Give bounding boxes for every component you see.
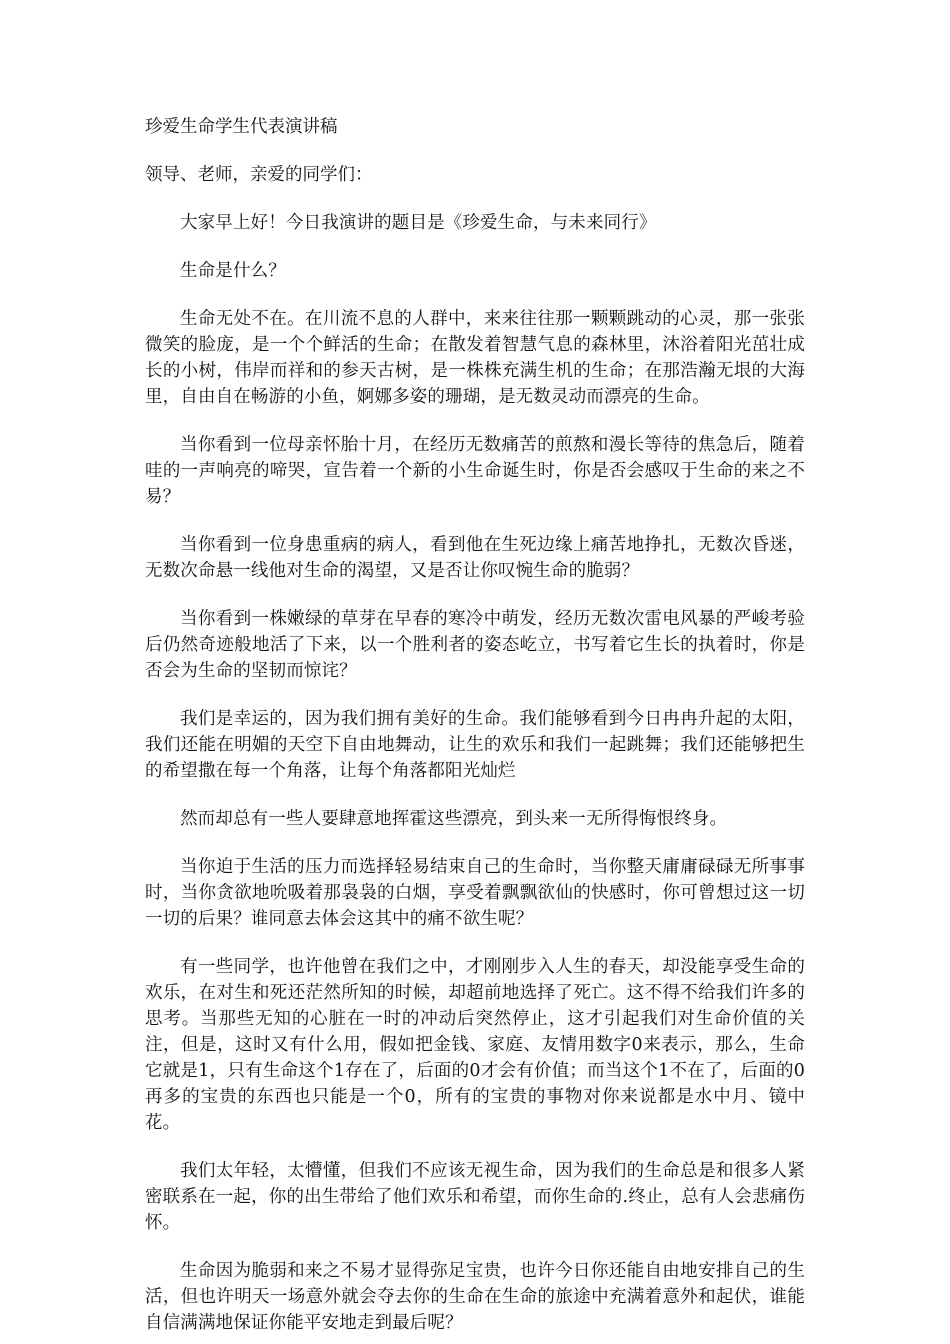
document-page	[145, 114, 805, 1336]
paragraph-classmates: 有一些同学，也许他曾在我们之中，才刚刚步入人生的春天，却没能享受生命的欢乐，在对生和死还茫然所知的时候，却超前地选择了死亡。这不得不给我们许多的思考。当那些无知的心脏在一时的冲动后突然停止，这才引起我们对生命价值的关注，但是，这时又有什么用，假如把金钱、家庭、友情用数字0来表示，那么，生命它就是1，只有生命这个1存在了，后面的0才会有价值；而当这个1不在了，后面的0再多的宝贵的东西也只能是一个0，所有的宝贵的事物对你来说都是水中月、镜中花。	[145, 957, 805, 1133]
document-title: 珍爱生命学生代表演讲稿	[145, 117, 338, 137]
greeting: 领导、老师，亲爱的同学们：	[145, 165, 373, 185]
paragraph-squander: 然而却总有一些人要肆意地挥霍这些漂亮，到头来一无所得悔恨终身。	[180, 809, 728, 829]
paragraph-question: 生命是什么？	[180, 261, 286, 281]
paragraph-pressure: 当你迫于生活的压力而选择轻易结束自己的生命时，当你整天庸庸碌碌无所事事时，当你贪欲地吮吸着那袅袅的白烟，享受着飘飘欲仙的快感时，你可曾想过这一切一切的后果？谁同意去体会这其中的痛不欲生呢？	[145, 857, 805, 929]
paragraph-life-everywhere: 生命无处不在。在川流不息的人群中，来来往往那一颗颗跳动的心灵，那一张张微笑的脸庞，是一个个鲜活的生命；在散发着智慧气息的森林里，沐浴着阳光茁壮成长的小树，伟岸而祥和的参天古树，是一株株充满生机的生命；在那浩瀚无垠的大海里，自由自在畅游的小鱼，婀娜多姿的珊瑚，是无数灵动而漂亮的生命。	[145, 309, 805, 407]
paragraph-fragile: 生命因为脆弱和来之不易才显得弥足宝贵，也许今日你还能自由地安排自己的生活，但也许明天一场意外就会夺去你的生命在生命的旅途中充满着意外和起伏，谁能自信满满地保证你能平安地走到最后呢？	[145, 1261, 805, 1333]
paragraph-patient: 当你看到一位身患重病的病人，看到他在生死边缘上痛苦地挣扎，无数次昏迷，无数次命悬一线他对生命的渴望，又是否让你叹惋生命的脆弱？	[145, 535, 805, 581]
paragraph-fortunate: 我们是幸运的，因为我们拥有美好的生命。我们能够看到今日冉冉升起的太阳，我们还能在明媚的天空下自由地舞动，让生的欢乐和我们一起跳舞；我们还能够把生的希望撒在每一个角落，让每个角落都阳光灿烂	[145, 709, 805, 781]
paragraph-mother: 当你看到一位母亲怀胎十月，在经历无数痛苦的煎熬和漫长等待的焦急后，随着哇的一声响亮的啼哭，宣告着一个新的小生命诞生时，你是否会感叹于生命的来之不易？	[145, 435, 805, 507]
paragraph-grass: 当你看到一株嫩绿的草芽在早春的寒冷中萌发，经历无数次雷电风暴的严峻考验后仍然奇迹般地活了下来，以一个胜利者的姿态屹立，书写着它生长的执着时，你是否会为生命的坚韧而惊诧？	[145, 609, 805, 681]
paragraph-opening: 大家早上好！今日我演讲的题目是《珍爱生命，与未来同行》	[180, 213, 657, 233]
paragraph-young: 我们太年轻，太懵懂，但我们不应该无视生命，因为我们的生命总是和很多人紧密联系在一起，你的出生带给了他们欢乐和希望，而你生命的.终止，总有人会悲痛伤怀。	[145, 1161, 805, 1233]
